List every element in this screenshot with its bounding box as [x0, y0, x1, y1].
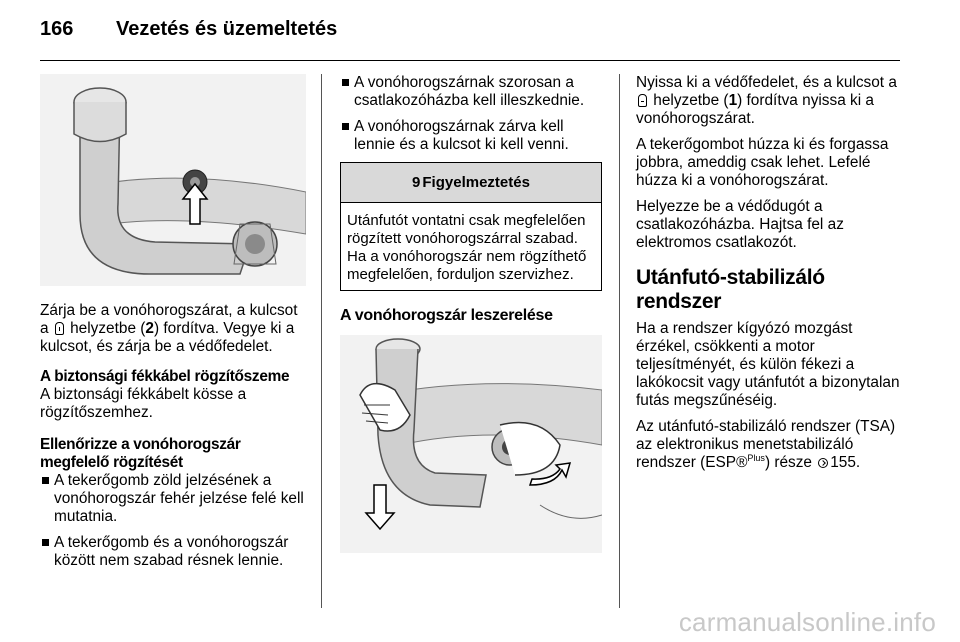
warning-title: Figyelmeztetés [422, 173, 530, 191]
safety-cable-heading: A biztonsági fékkábel rögzítőszeme [40, 368, 290, 385]
tsa-description: Ha a rendszer kígyózó mozgást érzékel, csökkenti a motor teljesítményét, és külön fékezi a lakókocsit vagy utánfutót a bizonytalan futás megszűnéséig. [636, 320, 900, 409]
page-reference-link[interactable]: 155. [830, 454, 861, 471]
page-title: Vezetés és üzemeltetés [116, 18, 338, 40]
page-header [40, 18, 337, 48]
warning-header [341, 163, 601, 203]
tsa-esp-note: Az utánfutó-stabilizáló rendszer (TSA) az elektronikus menetstabilizáló rendszer (ESP®$^{Plus}$) része 155. [636, 418, 896, 471]
list-item: A vonóhorogszárnak zárva kell lennie és a kulcsot ki kell venni. [340, 118, 602, 154]
towbar-removal-image [340, 335, 602, 553]
page-reference-icon [818, 458, 828, 468]
towbar-locked-image [40, 74, 306, 286]
check-heading: Ellenőrizze a vonóhorogszár megfelelő rögzítését [40, 436, 241, 471]
safety-cable-text: A biztonsági fékkábelt kösse a rögzítőszemhez. [40, 386, 247, 421]
knob-instruction: A tekerőgombot húzza ki és forgassa jobbra, ameddig csak lehet. Lefelé húzza ki a vonóhorogszárat. [636, 136, 889, 189]
towbar-removal-illustration [340, 335, 602, 553]
warning-box [340, 162, 602, 291]
column-divider-1 [321, 74, 322, 608]
column-middle [340, 74, 602, 553]
list-item: A tekerőgomb és a vonóhorogszár között nem szabad résnek lennie. [40, 534, 306, 570]
plug-instruction: Helyezze be a védődugót a csatlakozóházba. Hajtsa fel az elektromos csatlakozót. [636, 198, 844, 251]
page-number: 166 [40, 18, 74, 40]
tsa-heading: Utánfutó-stabilizáló rendszer [636, 266, 825, 313]
check-list [40, 472, 306, 570]
unlock-icon [638, 94, 647, 107]
removal-heading: A vonóhorogszár leszerelése [340, 307, 553, 324]
watermark: carmanualsonline.info [678, 607, 936, 637]
check-list-continued [340, 74, 602, 154]
lock-instruction: Zárja be a vonóhorogszárat, a kulcsot a helyzetbe (2) fordítva. Vegye ki a kulcsot, és zárja be a védőfedelet. [40, 302, 298, 355]
towbar-locking-illustration [40, 74, 306, 286]
warning-text: Utánfutót vontatni csak megfelelően rögzített vonóhorogszárral szabad. Ha a vonóhorogszár nem rögzíthető megfelelően, forduljon szervizhez. [347, 212, 587, 283]
list-item: A vonóhorogszárnak szorosan a csatlakozóházba kell illeszkednie. [340, 74, 602, 110]
warning-icon: 9 [412, 173, 421, 191]
column-left [40, 74, 306, 578]
header-divider [40, 60, 900, 61]
column-right [636, 74, 902, 480]
lock-icon [55, 322, 64, 335]
column-divider-2 [619, 74, 620, 608]
unlock-instruction: Nyissa ki a védőfedelet, és a kulcsot a helyzetbe (1) fordítva nyissa ki a vonóhorogszárat. [636, 74, 897, 127]
list-item: A tekerőgomb zöld jelzésének a vonóhorogszár fehér jelzése felé kell mutatnia. [40, 472, 306, 526]
